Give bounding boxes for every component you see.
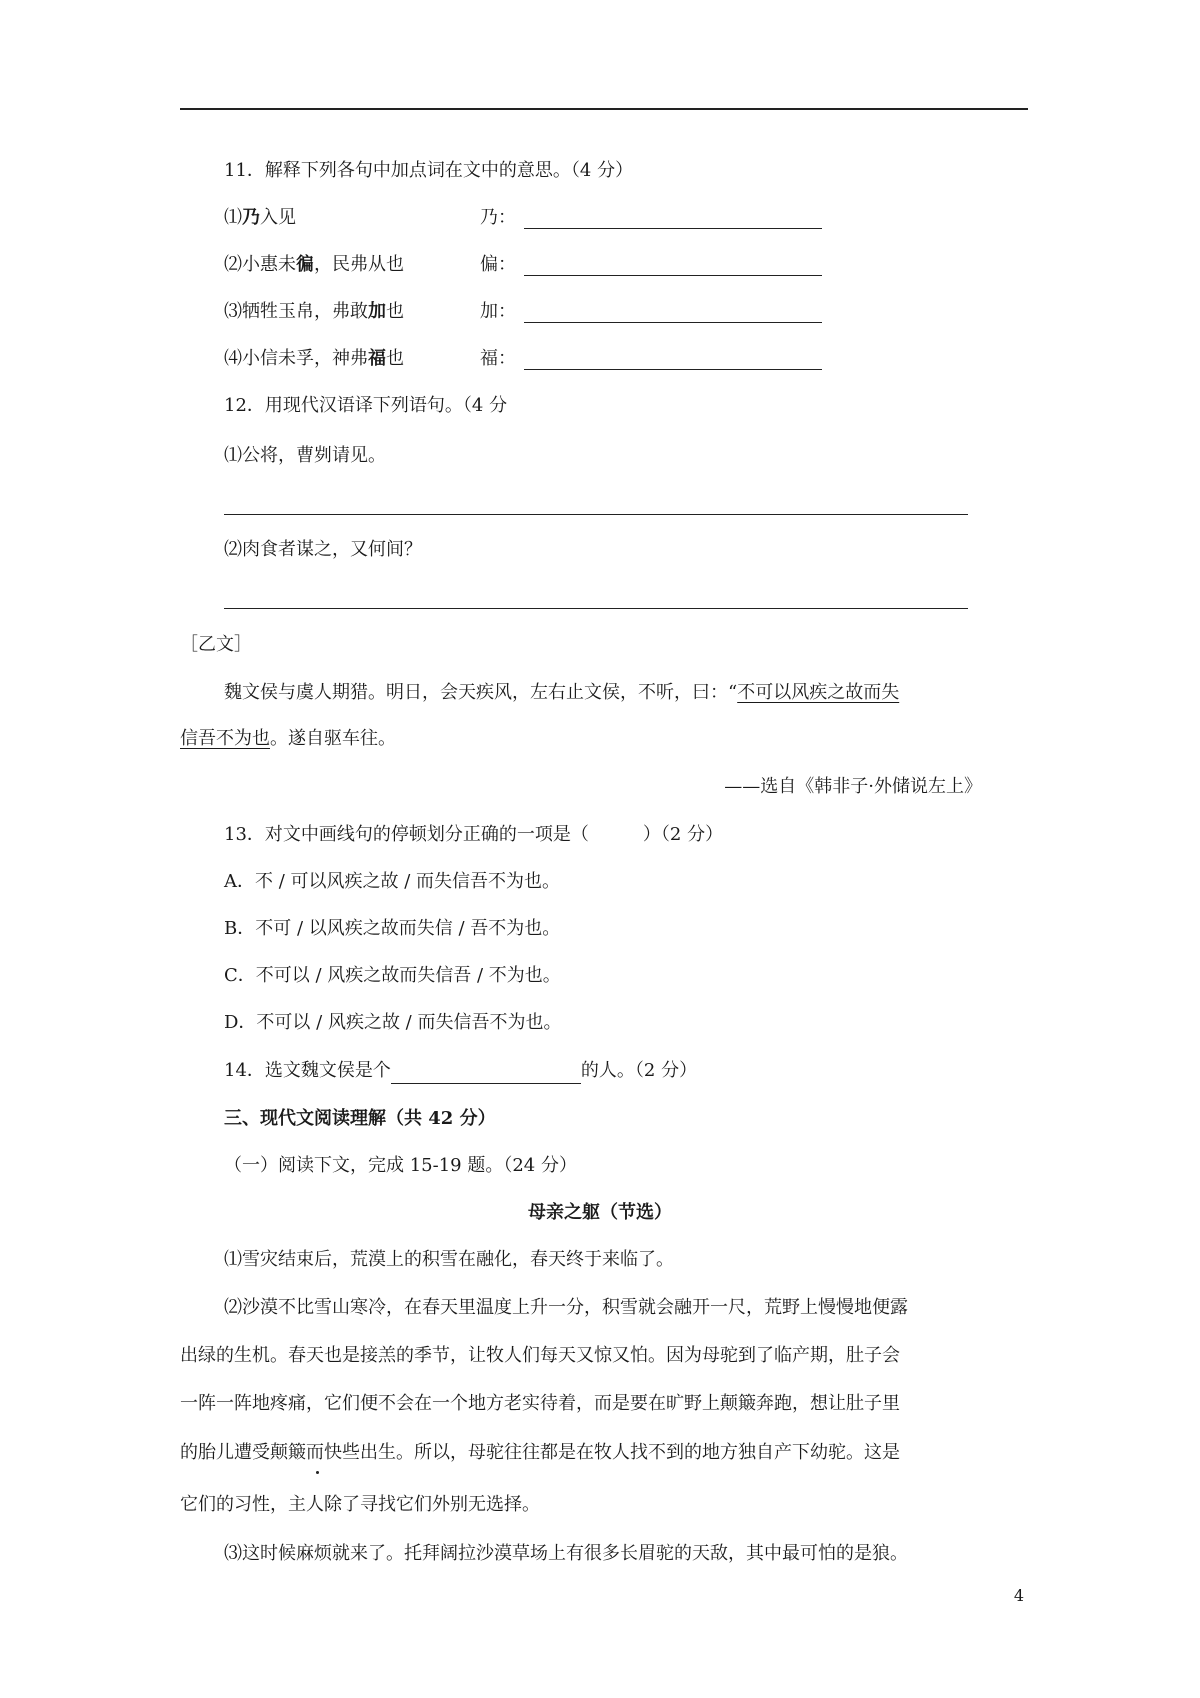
q11-item-3-pre: ⑶牺牲玉帛，弗敢 — [224, 301, 368, 322]
q14 — [224, 1058, 697, 1084]
q13-title: 13．对文中画线句的停顿划分正确的一项是（ ）（2 分） — [224, 824, 724, 845]
q13-option-b[interactable]: B．不可 / 以风疾之故而失信 / 吾不为也。 — [224, 918, 561, 939]
q11-item-4-pre: ⑷小信未孚，神弗 — [224, 348, 368, 369]
q14-answer-blank[interactable] — [391, 1063, 581, 1084]
q11-item-2-post: ，民弗从也 — [314, 254, 404, 275]
yi-paragraph-line-1 — [224, 680, 899, 706]
article-paragraph-1: ⑴雪灾结束后，荒漠上的积雪在融化，春天终于来临了。 — [224, 1249, 674, 1270]
q11-title: 11．解释下列各句中加点词在文中的意思。（4 分） — [224, 160, 634, 181]
article-paragraph-2-line-3: 一阵一阵地疼痛，它们便不会在一个地方老实待着，而是要在旷野上颠簸奔跑，想让肚子里 — [180, 1393, 900, 1414]
q11-item-1-post: 入见 — [260, 207, 296, 228]
q11-item-1 — [224, 205, 296, 231]
q11-item-3-word: 加 — [368, 301, 386, 322]
q13-option-a[interactable]: A．不 / 可以风疾之故 / 而失信吾不为也。 — [224, 871, 561, 892]
q11-item-3 — [224, 299, 404, 325]
q11-item-4-answer-blank[interactable] — [524, 369, 822, 370]
q11-item-2-pre: ⑵小惠未 — [224, 254, 296, 275]
q12-sentence-2: ⑵肉食者谋之，又何间？ — [224, 539, 422, 560]
article-paragraph-2-line-1: ⑵沙漠不比雪山寒冷，在春天里温度上升一分，积雪就会融开一尺，荒野上慢慢地便露 — [224, 1297, 908, 1318]
yi-text-2: 。遂自驱车往。 — [270, 728, 396, 749]
yi-source: ——选自《韩非子·外储说左上》 — [724, 776, 982, 797]
q11-item-3-post: 也 — [386, 301, 404, 322]
header-rule — [180, 108, 1028, 110]
q12-title: 12．用现代汉语译下列语句。（4 分 — [224, 395, 508, 416]
q11-item-1-pre: ⑴ — [224, 207, 242, 228]
section-3-subheading: （一）阅读下文，完成 15-19 题。（24 分） — [224, 1155, 577, 1176]
q11-item-4-word: 福 — [368, 348, 386, 369]
q11-item-1-key: 乃： — [480, 207, 516, 228]
q13-option-c[interactable]: C．不可以 / 风疾之故而失信吾 / 不为也。 — [224, 965, 561, 986]
q11-item-2-key: 偏： — [480, 254, 516, 275]
yi-underlined-1: 不可以风疾之故而失 — [737, 682, 900, 703]
article-title: 母亲之躯（节选） — [528, 1202, 672, 1223]
q11-item-2-word: 徧 — [296, 254, 314, 275]
q11-item-1-word: 乃 — [242, 207, 260, 228]
q14-pre: 14．选文魏文侯是个 — [224, 1060, 391, 1081]
q11-item-4-key: 福： — [480, 348, 516, 369]
q12-sentence-1: ⑴公将，曹刿请见。 — [224, 445, 386, 466]
yi-label: ［乙文］ — [180, 634, 252, 655]
yi-underlined-2: 信吾不为也 — [180, 728, 270, 749]
q12-answer-blank-2[interactable] — [224, 608, 968, 609]
q14-post: 的人。（2 分） — [580, 1060, 698, 1081]
q11-item-4-post: 也 — [386, 348, 404, 369]
q11-item-3-answer-blank[interactable] — [524, 322, 822, 323]
yi-paragraph-line-2 — [180, 726, 396, 752]
q11-item-3-key: 加： — [480, 301, 516, 322]
yi-text-1: 魏文侯与虞人期猎。明日，会天疾风，左右止文侯，不听，曰：“ — [224, 682, 738, 703]
article-paragraph-2-line-2: 出绿的生机。春天也是接羔的季节，让牧人们每天又惊又怕。因为母驼到了临产期，肚子会 — [180, 1345, 900, 1366]
article-paragraph-2-line-4: 的胎儿遭受颠簸而快些出生。所以，母驼往往都是在牧人找不到的地方独自产下幼驼。这是 — [180, 1442, 900, 1463]
page-number: 4 — [1013, 1586, 1024, 1605]
article-paragraph-3: ⑶这时候麻烦就来了。托拜阔拉沙漠草场上有很多长眉驼的天敌，其中最可怕的是狼。 — [224, 1543, 908, 1564]
q11-item-2-answer-blank[interactable] — [524, 275, 822, 276]
section-3-heading: 三、现代文阅读理解（共 42 分） — [224, 1108, 496, 1129]
q11-item-2 — [224, 252, 404, 278]
q11-item-4 — [224, 346, 404, 372]
emphasis-dot — [316, 1471, 319, 1474]
q13-option-d[interactable]: D．不可以 / 风疾之故 / 而失信吾不为也。 — [224, 1012, 562, 1033]
q11-item-1-answer-blank[interactable] — [524, 228, 822, 229]
q12-answer-blank-1[interactable] — [224, 514, 968, 515]
article-paragraph-2-line-5: 它们的习性，主人除了寻找它们外别无选择。 — [180, 1494, 540, 1515]
